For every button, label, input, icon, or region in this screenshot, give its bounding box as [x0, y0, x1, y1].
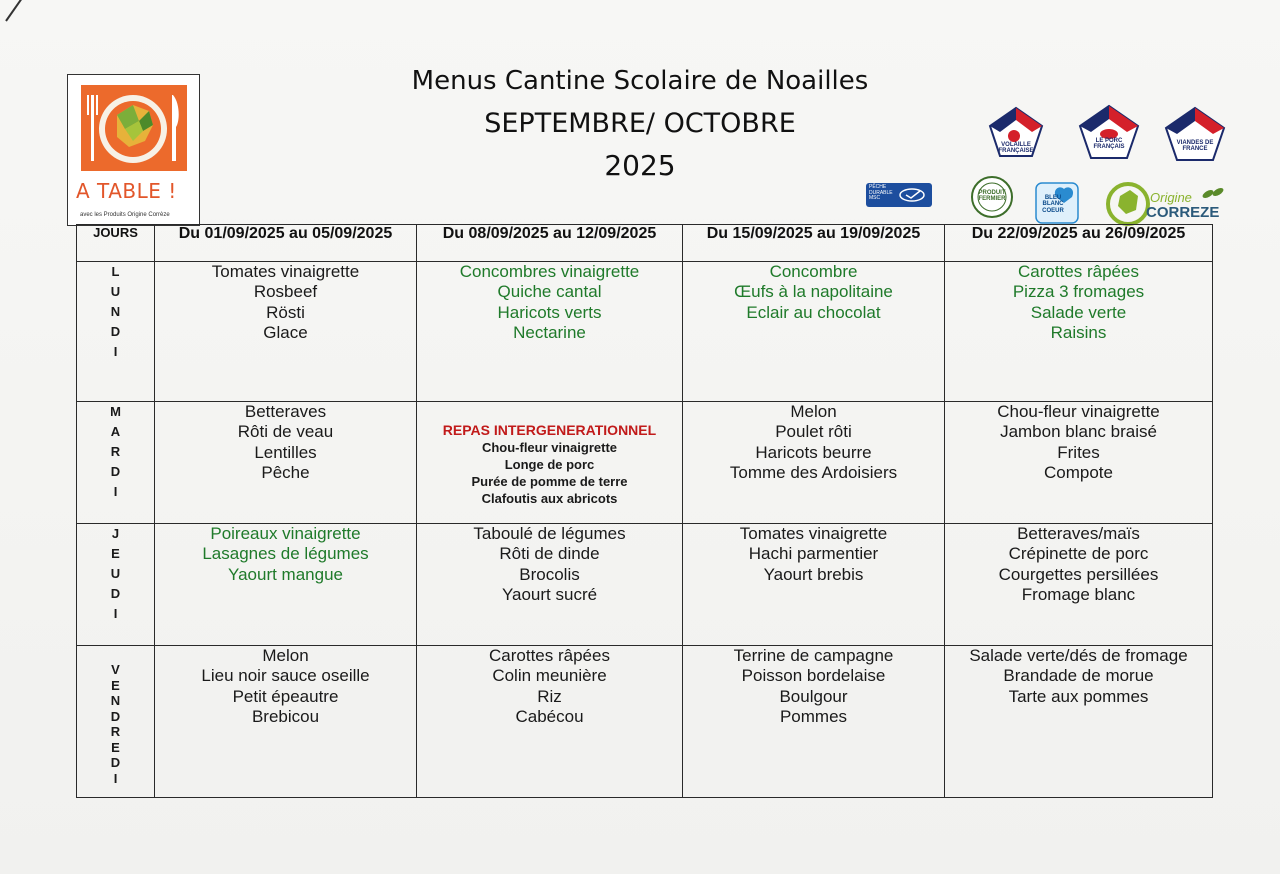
menu-item: Brebicou — [251, 706, 320, 726]
menu-item: Boulgour — [779, 686, 848, 706]
menu-item: Betteraves — [244, 402, 327, 421]
menu-item: Brocolis — [519, 564, 580, 584]
viandes-de-france-badge: VIANDES DE FRANCE — [1164, 106, 1226, 162]
day-letter: R — [110, 724, 121, 739]
day-letter: A — [110, 424, 121, 439]
menu-item: Hachi parmentier — [748, 544, 879, 564]
menu-item: Rösti — [266, 302, 305, 322]
menu-item: Eclair au chocolat — [746, 302, 881, 322]
week-header: Du 22/09/2025 au 26/09/2025 — [945, 225, 1213, 262]
table-row — [77, 402, 1213, 524]
page-subtitle-year: 2025 — [604, 149, 676, 182]
star-house-icon — [1164, 106, 1226, 162]
star-house-icon — [1078, 104, 1140, 160]
menu-item: Salade verte — [1030, 302, 1127, 322]
menu-item: Betteraves/maïs — [1017, 524, 1140, 543]
menu-item: Terrine de campagne — [733, 646, 894, 665]
menu-item: Quiche cantal — [497, 282, 602, 302]
origine-correze-badge: Origine CORREZE — [1106, 178, 1228, 228]
leaf-icon — [1200, 186, 1226, 202]
menu-item: Glace — [263, 322, 308, 342]
menu-item: Yaourt sucré — [501, 584, 598, 604]
day-letter: U — [110, 566, 121, 581]
logo-text: A TABLE ! — [76, 179, 177, 203]
menu-cell — [155, 402, 417, 524]
porc-francais-badge: LE PORC FRANÇAIS — [1078, 104, 1140, 160]
menu-item: Tomme des Ardoisiers — [729, 462, 898, 482]
day-letter: I — [113, 770, 118, 786]
table-header-row — [77, 225, 1213, 262]
day-letter: I — [113, 606, 118, 621]
day-letter: D — [110, 755, 121, 770]
day-label — [77, 402, 155, 524]
special-meal-title: REPAS INTERGENERATIONNEL — [442, 422, 657, 438]
week-header: Du 01/09/2025 au 05/09/2025 — [155, 225, 417, 262]
day-letter: N — [110, 304, 121, 319]
menu-item: Raisins — [1050, 322, 1107, 342]
day-letter: E — [111, 739, 120, 755]
menu-cell — [155, 524, 417, 646]
menu-cell — [417, 524, 683, 646]
menu-item: Longe de porc — [504, 457, 595, 472]
logo-plate-icon — [81, 85, 187, 171]
week-header: Du 15/09/2025 au 19/09/2025 — [683, 225, 945, 262]
jours-header: JOURS — [77, 225, 155, 262]
menu-item: Poireaux vinaigrette — [210, 524, 361, 543]
day-letter: D — [110, 464, 121, 479]
page-subtitle-months: SEPTEMBRE/ OCTOBRE — [484, 108, 796, 139]
menu-item: Pêche — [261, 462, 310, 482]
menu-item: Rôti de veau — [237, 422, 334, 442]
menu-cell — [945, 402, 1213, 524]
day-label — [77, 646, 155, 798]
menu-item: Yaourt brebis — [763, 564, 864, 584]
day-label — [77, 524, 155, 646]
week-header: Du 08/09/2025 au 12/09/2025 — [417, 225, 683, 262]
day-letter: L — [111, 264, 120, 279]
day-letter: D — [110, 324, 121, 339]
menu-item: Poulet rôti — [775, 422, 852, 442]
page-title: Menus Cantine Scolaire de Noailles — [411, 66, 869, 96]
menu-item: Melon — [262, 646, 309, 665]
fish-icon — [898, 187, 928, 203]
menu-item: Crépinette de porc — [1008, 544, 1149, 564]
menu-item: Salade verte/dés de fromage — [969, 646, 1188, 665]
menu-item: Colin meunière — [492, 666, 607, 686]
menu-item: Taboulé de légumes — [473, 524, 626, 543]
menu-cell — [683, 646, 945, 798]
menu-item: Jambon blanc braisé — [1000, 422, 1157, 442]
menu-item: Yaourt mangue — [228, 564, 343, 584]
menu-item: Œufs à la napolitaine — [734, 282, 893, 302]
menu-cell — [945, 524, 1213, 646]
menu-item: Lentilles — [254, 442, 317, 462]
table-row — [77, 262, 1213, 402]
menu-item: Chou-fleur vinaigrette — [997, 402, 1160, 421]
day-letter: E — [111, 677, 120, 693]
menu-item: Tomates vinaigrette — [211, 262, 360, 281]
day-letter: R — [110, 444, 121, 459]
menu-item: Concombre — [769, 262, 858, 281]
menu-item: Carottes râpées — [1018, 262, 1139, 281]
day-letter: M — [110, 404, 121, 419]
menu-cell — [683, 262, 945, 402]
menu-item: Cabécou — [515, 706, 584, 726]
menu-cell — [683, 402, 945, 524]
day-letter: J — [111, 526, 120, 541]
menu-item: Lasagnes de légumes — [202, 544, 369, 564]
day-letter: D — [110, 586, 121, 601]
day-letter: I — [113, 344, 118, 359]
day-letter: D — [110, 708, 121, 724]
bleu-blanc-coeur-badge: BLEU BLANC COEUR — [1034, 181, 1080, 225]
day-letter: U — [110, 284, 121, 299]
msc-peche-durable-badge: PÊCHE DURABLE MSC — [866, 183, 932, 207]
menu-cell — [683, 524, 945, 646]
menu-cell — [945, 646, 1213, 798]
menu-item: Frites — [1057, 442, 1100, 462]
menu-item: Clafoutis aux abricots — [481, 491, 618, 506]
menu-item: Chou-fleur vinaigrette — [481, 440, 618, 455]
a-table-logo — [67, 74, 200, 226]
menu-item: Concombres vinaigrette — [459, 262, 640, 281]
day-letter: V — [111, 662, 120, 677]
day-letter: I — [113, 484, 118, 499]
menu-cell — [417, 262, 683, 402]
menu-item: Tomates vinaigrette — [739, 524, 888, 543]
menu-item: Tarte aux pommes — [1008, 686, 1149, 706]
produit-fermier-badge: PRODUIT FERMIER — [966, 175, 1018, 219]
menu-item: Nectarine — [513, 322, 586, 342]
table-row — [77, 646, 1213, 798]
menu-cell — [155, 646, 417, 798]
menu-item: Poisson bordelaise — [741, 666, 886, 686]
menu-item: Rosbeef — [253, 282, 318, 302]
menu-item: Lieu noir sauce oseille — [201, 666, 370, 686]
menu-item: Carottes râpées — [489, 646, 610, 665]
menu-item: Fromage blanc — [1021, 584, 1136, 604]
menu-table — [76, 224, 1213, 798]
menu-item: Rôti de dinde — [499, 544, 600, 564]
menu-item: Haricots beurre — [755, 442, 872, 462]
menu-cell — [155, 262, 417, 402]
menu-item: Courgettes persillées — [998, 564, 1159, 584]
logo-subtitle: avec les Produits Origine Corrèze — [80, 212, 170, 218]
menu-item: Melon — [790, 402, 837, 421]
menu-item: Riz — [537, 686, 562, 706]
menu-item: Pommes — [779, 706, 848, 726]
menu-item: Compote — [1044, 462, 1113, 482]
menu-cell — [417, 646, 683, 798]
table-row — [77, 524, 1213, 646]
menu-item: Pizza 3 fromages — [1012, 282, 1145, 302]
menu-cell — [945, 262, 1213, 402]
day-letter: N — [110, 693, 121, 708]
menu-item: Brandade de morue — [1003, 666, 1154, 686]
menu-cell — [417, 402, 683, 524]
menu-item: Petit épeautre — [232, 686, 339, 706]
day-label — [77, 262, 155, 402]
menu-item: Purée de pomme de terre — [471, 474, 628, 489]
menu-item: Haricots verts — [497, 302, 602, 322]
day-letter: E — [111, 546, 120, 561]
france-map-icon — [1106, 178, 1150, 228]
volaille-francaise-badge: VOLAILLE FRANÇAISE — [988, 106, 1044, 158]
